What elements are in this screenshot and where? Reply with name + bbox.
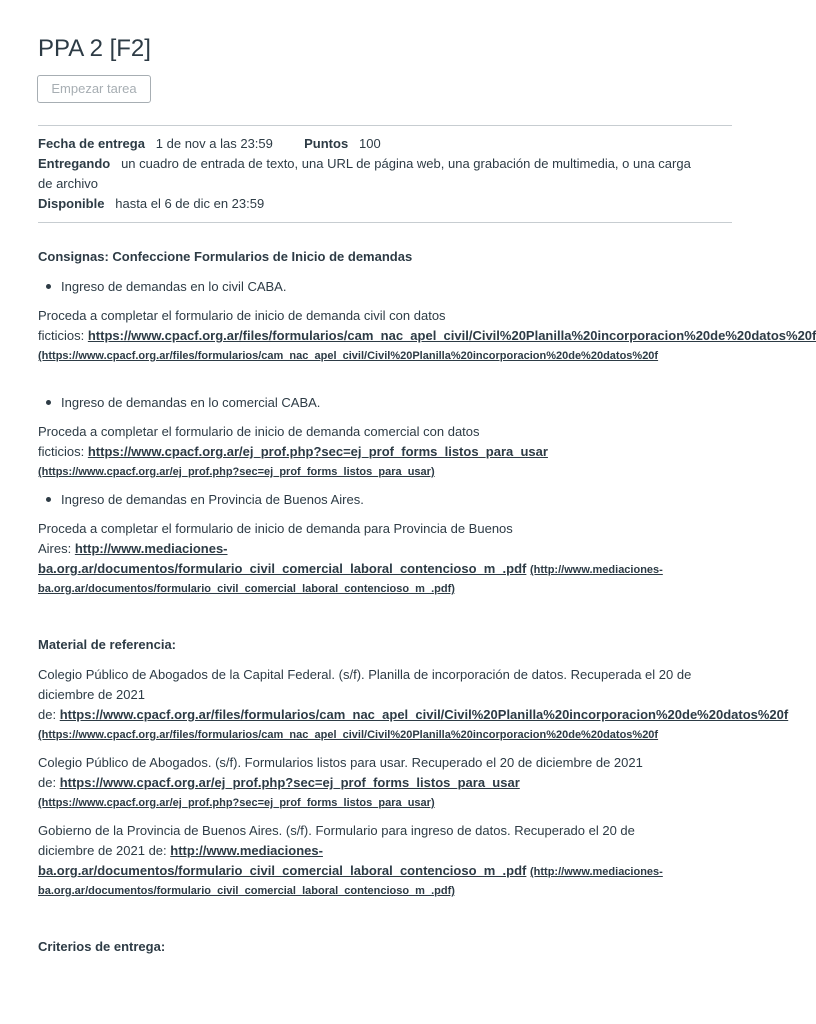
paragraph: Proceda a completar el formulario de inicio de demanda para Provincia de Buenos: [38, 521, 513, 536]
available-label: Disponible: [38, 196, 105, 211]
reference-link-line: [38, 861, 732, 882]
form-link-full[interactable]: (https://www.cpacf.org.ar/files/formularios/cam_nac_apel_civil/Civil%20Planilla%20incorporacion%20de%20datos%20f: [38, 350, 659, 362]
submitting-value-cont: de archivo: [38, 176, 98, 191]
paragraph-link-line: [38, 442, 732, 461]
reference-link-full-cont[interactable]: ba.org.ar/documentos/formulario_civil_comercial_laboral_contencioso_m_.pdf): [38, 885, 455, 897]
assignment-title: PPA 2 [F2]: [38, 35, 151, 62]
paragraph: Proceda a completar el formulario de inicio de demanda comercial con datos: [38, 424, 480, 439]
form-link[interactable]: http://www.mediaciones-: [74, 541, 228, 556]
paragraph: Proceda a completar el formulario de inicio de demanda civil con datos: [38, 308, 446, 323]
submitting-row-cont: [38, 174, 732, 193]
points-value: 100: [359, 136, 381, 151]
instructions-heading: Consignas: Confeccione Formularios de Inicio de demandas: [38, 249, 413, 264]
paragraph-link-line: [38, 461, 732, 482]
due-row: [38, 134, 732, 153]
paragraph-prefix: ficticios:: [38, 444, 85, 459]
form-link[interactable]: https://www.cpacf.org.ar/files/formularios/cam_nac_apel_civil/Civil%20Planilla%20incorporacion%20de%20datos%20f: [87, 328, 816, 343]
reference-link-line: [38, 841, 732, 860]
list-item: [38, 393, 732, 412]
submitting-label: Entregando: [38, 156, 111, 171]
reference-link-cont[interactable]: ba.org.ar/documentos/formulario_civil_comercial_laboral_contencioso_m_.pdf: [38, 863, 527, 878]
paragraph-link-line: [38, 578, 732, 599]
points-label: Puntos: [304, 136, 349, 151]
available-value: hasta el 6 de dic en 23:59: [115, 196, 265, 211]
reference-prefix: de:: [38, 707, 57, 722]
form-link-full[interactable]: (http://www.mediaciones-: [530, 564, 663, 576]
reference-link-line: [38, 880, 732, 901]
list-item: [38, 277, 732, 296]
bullet-icon: [46, 284, 51, 289]
reference-text: Gobierno de la Provincia de Buenos Aires. (s/f). Formulario para ingreso de datos. Recuperado el 20 de: [38, 823, 635, 838]
divider: [38, 222, 732, 223]
paragraph-link-line: [38, 345, 732, 366]
form-link-cont[interactable]: ba.org.ar/documentos/formulario_civil_comercial_laboral_contencioso_m_.pdf: [38, 561, 527, 576]
references-heading: Material de referencia:: [38, 637, 177, 652]
criteria-heading: Criterios de entrega:: [38, 939, 166, 954]
submitting-value: un cuadro de entrada de texto, una URL de página web, una grabación de multimedia, o una carga: [121, 156, 691, 171]
reference-text: Colegio Público de Abogados. (s/f). Formularios listos para usar. Recuperado el 20 de diciembre de 2021: [38, 755, 643, 770]
reference-link[interactable]: http://www.mediaciones-: [170, 843, 323, 858]
list-item-text: Ingreso de demandas en lo civil CABA.: [61, 279, 287, 294]
due-value: 1 de nov a las 23:59: [155, 136, 273, 151]
form-link-full-cont[interactable]: ba.org.ar/documentos/formulario_civil_comercial_laboral_contencioso_m_.pdf): [38, 583, 455, 595]
reference-link[interactable]: https://www.cpacf.org.ar/files/formularios/cam_nac_apel_civil/Civil%20Planilla%20incorporacion%20de%20datos%20f: [59, 707, 789, 722]
due-label: Fecha de entrega: [38, 136, 145, 151]
reference-link-full[interactable]: (https://www.cpacf.org.ar/ej_prof.php?sec=ej_prof_forms_listos_para_usar): [38, 797, 435, 809]
paragraph-link-line: [38, 559, 732, 580]
reference-text: diciembre de 2021: [38, 687, 145, 702]
paragraph-link-line: [38, 539, 732, 558]
reference-prefix: de:: [38, 775, 57, 790]
form-link[interactable]: https://www.cpacf.org.ar/ej_prof.php?sec=ej_prof_forms_listos_para_usar: [87, 444, 548, 459]
paragraph-link-line: [38, 326, 816, 345]
reference-link-line: [38, 724, 732, 745]
available-row: [38, 194, 732, 213]
reference-link-line: [38, 773, 732, 792]
reference-link-full[interactable]: (https://www.cpacf.org.ar/files/formularios/cam_nac_apel_civil/Civil%20Planilla%20incorporacion%20de%20datos%20f: [38, 729, 659, 741]
form-link-full[interactable]: (https://www.cpacf.org.ar/ej_prof.php?sec=ej_prof_forms_listos_para_usar): [38, 466, 435, 478]
paragraph-prefix: Aires:: [38, 541, 72, 556]
divider: [38, 125, 732, 126]
reference-text: Colegio Público de Abogados de la Capital Federal. (s/f). Planilla de incorporación de datos. Recuperada el 20 de: [38, 667, 692, 682]
submitting-row: [38, 154, 732, 173]
list-item-text: Ingreso de demandas en Provincia de Buenos Aires.: [61, 492, 364, 507]
bullet-icon: [46, 400, 51, 405]
start-assignment-button[interactable]: Empezar tarea: [37, 75, 151, 103]
paragraph-prefix: ficticios:: [38, 328, 85, 343]
reference-prefix: diciembre de 2021 de:: [38, 843, 167, 858]
reference-link-line: [38, 792, 732, 813]
reference-link-full[interactable]: (http://www.mediaciones-: [530, 866, 663, 878]
list-item-text: Ingreso de demandas en lo comercial CABA.: [61, 395, 321, 410]
reference-link-line: [38, 705, 789, 724]
bullet-icon: [46, 497, 51, 502]
list-item: [38, 490, 732, 509]
reference-link[interactable]: https://www.cpacf.org.ar/ej_prof.php?sec=ej_prof_forms_listos_para_usar: [59, 775, 520, 790]
